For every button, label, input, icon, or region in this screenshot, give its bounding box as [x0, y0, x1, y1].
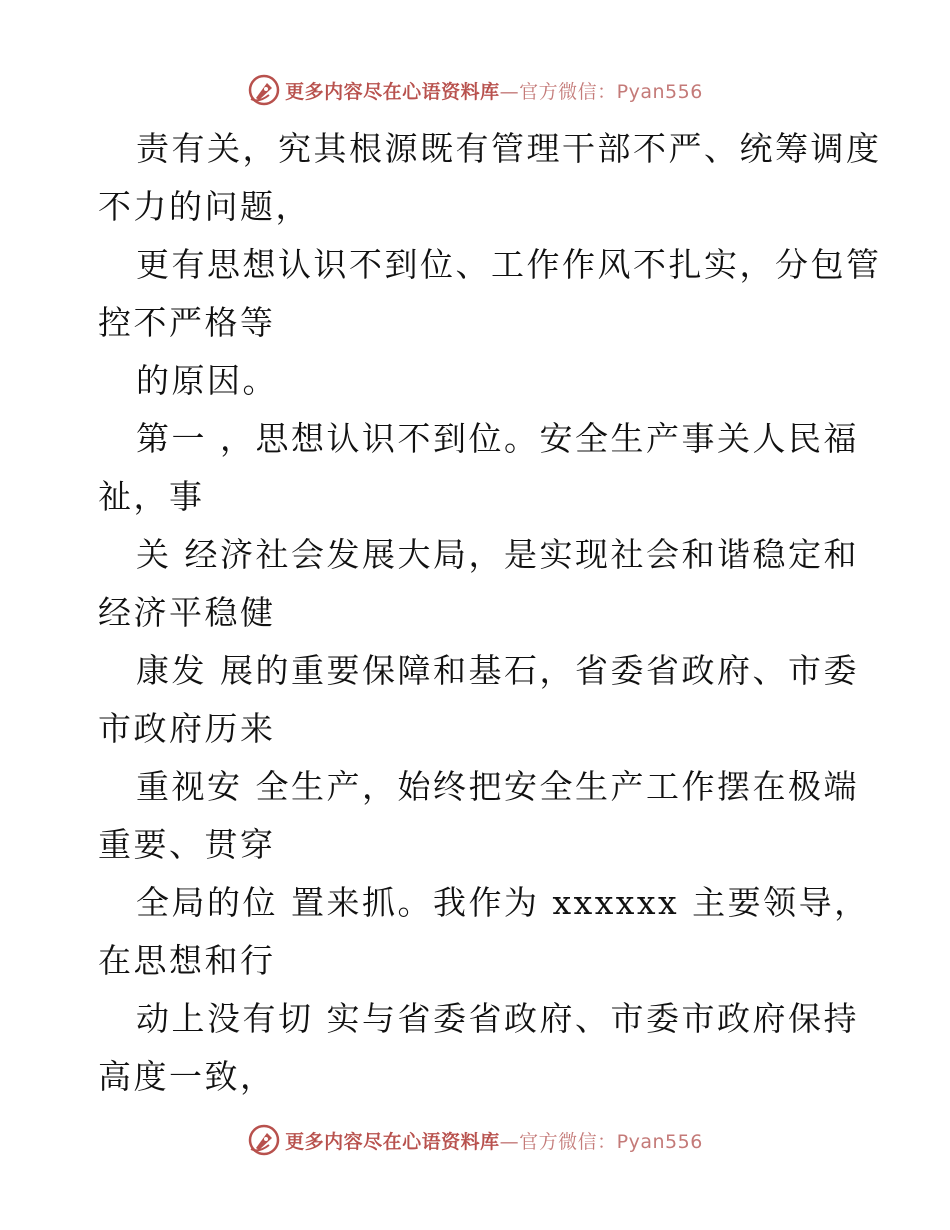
text-line: 重要、贯穿	[98, 825, 276, 864]
text-line: 康发 展的重要保障和基石，省委省政府、市委	[136, 651, 859, 690]
text-line: 高度一致，	[98, 1057, 276, 1096]
text-line: 市政府历来	[98, 709, 276, 748]
text-line: 第一 ，思想认识不到位。安全生产事关人民福	[136, 419, 859, 458]
watermark-text	[285, 1127, 703, 1154]
pen-nib-logo-icon	[247, 73, 281, 107]
text-line: 关 经济社会发展大局，是实现社会和谐稳定和	[136, 535, 859, 574]
watermark-brand: 更多内容尽在心语资料库	[285, 1130, 500, 1153]
watermark-brand: 更多内容尽在心语资料库	[285, 80, 500, 103]
footer-watermark	[0, 1120, 950, 1160]
text-line: 更有思想认识不到位、工作作风不扎实，分包管	[136, 245, 882, 284]
text-line: 的原因。	[136, 361, 278, 400]
text-line: 重视安 全生产，始终把安全生产工作摆在极端	[136, 767, 859, 806]
text-line: 经济平稳健	[98, 593, 276, 632]
text-line: 不力的问题，	[98, 187, 311, 226]
text-line: 祉，事	[98, 477, 205, 516]
watermark-text	[285, 77, 703, 104]
header-watermark	[0, 70, 950, 110]
text-line: 控不严格等	[98, 303, 276, 342]
text-line: 责有关，究其根源既有管理干部不严、统筹调度	[136, 129, 882, 168]
text-line: 在思想和行	[98, 941, 276, 980]
watermark-contact: —官方微信：Pyan556	[499, 1130, 703, 1153]
watermark-contact: —官方微信：Pyan556	[499, 80, 703, 103]
pen-nib-logo-icon	[247, 1123, 281, 1157]
text-line: 动上没有切 实与省委省政府、市委市政府保持	[136, 999, 859, 1038]
text-line: 全局的位 置来抓。我作为 xxxxxx 主要领导，	[136, 883, 870, 922]
